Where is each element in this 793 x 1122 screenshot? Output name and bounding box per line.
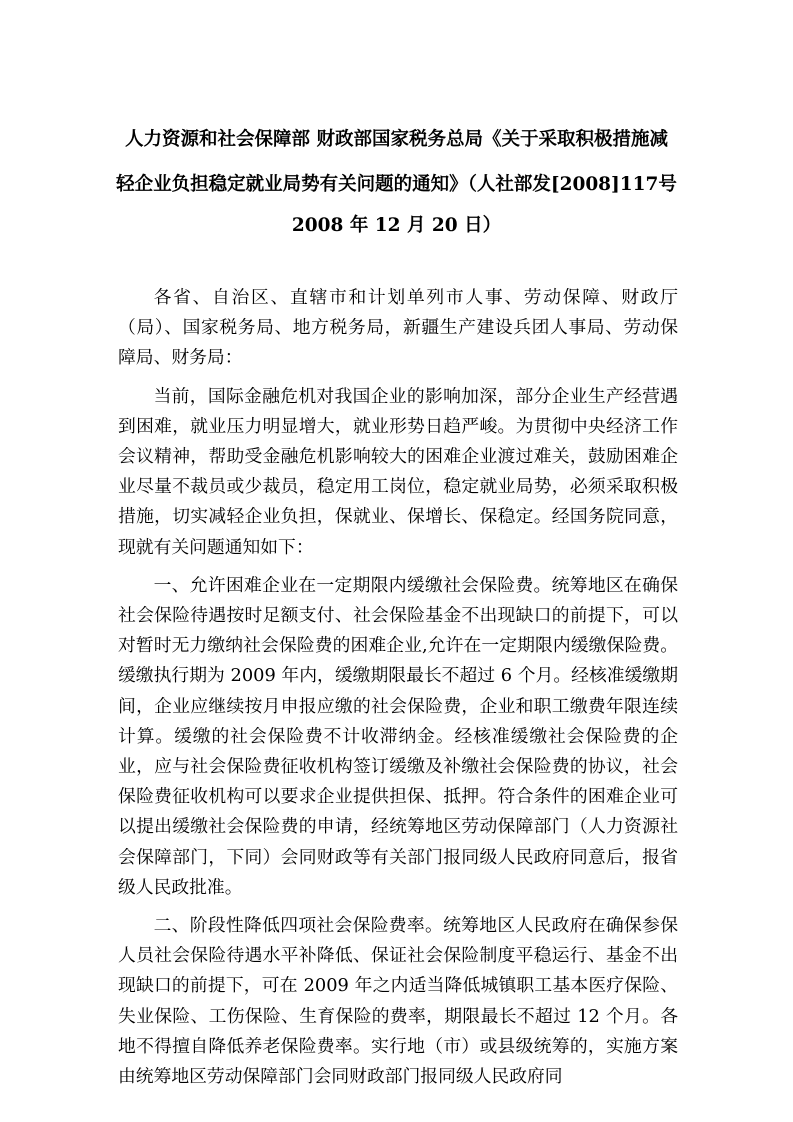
intro-paragraph: 当前，国际金融危机对我国企业的影响加深，部分企业生产经营遇到困难，就业压力明显增大，就业形势日趋严峻。为贯彻中央经济工作会议精神，帮助受金融危机影响较大的困难企业渡过难关，鼓励困难企业尽量不裁员或少裁员，稳定用工岗位，稳定就业局势，必须采取积极措施，切实减轻企业负担，保就业、保增长、保稳定。经国务院同意，现就有关问题通知如下：: [118, 385, 678, 558]
document-title-date: 2008 年 12 月 20 日）: [291, 215, 502, 236]
section-two-paragraph: 二、阶段性降低四项社会保险费率。统筹地区人民政府在确保参保人员社会保险待遇水平补降低、保证社会保险制度平稳运行、基金不出现缺口的前提下，可在 2009 年之内适当降低城镇职工基本医疗保险、失业保险、工伤保险、生育保险的费率，期限最长不超过 12 个月。各地不得擅自降低养老保险费率。实行地（市）或县级统筹的，实施方案由统筹地区劳动保障部门会同财政部门报同级人民政府同: [118, 915, 678, 1088]
salutation-paragraph: 各省、自治区、直辖市和计划单列市人事、劳动保障、财政厅（局）、国家税务局、地方税务局，新疆生产建设兵团人事局、劳动保障局、财务局：: [118, 287, 678, 369]
document-title-line-2: 轻企业负担稳定就业局势有关问题的通知》（人社部发[2008]117号: [116, 174, 677, 195]
document-body: [118, 283, 678, 1100]
document-title-line-1: 人力资源和社会保障部 财政部国家税务总局《关于采取积极措施减: [125, 129, 668, 150]
section-one-paragraph: 一、允许困难企业在一定期限内缓缴社会保险费。统筹地区在确保社会保险待遇按时足额支付、社会保险基金不出现缺口的前提下，可以对暂时无力缴纳社会保险费的困难企业,允许在一定期限内缓缴保险费。缓缴执行期为 2009 年内，缓缴期限最长不超过 6 个月。经核准缓缴期间，企业应继续按月申报应缴的社会保险费，企业和职工缴费年限连续计算。缓缴的社会保险费不计收滞纳金。经核准缓缴社会保险费的企业，应与社会保险费征收机构签订缓缴及补缴社会保险费的协议，社会保险费征收机构可以要求企业提供担保、抵押。符合条件的困难企业可以提出缓缴社会保险费的申请，经统筹地区劳动保障部门（人力资源社会保障部门，下同）会同财政等有关部门报同级人民政府同意后，报省级人民政批准。: [118, 574, 678, 898]
